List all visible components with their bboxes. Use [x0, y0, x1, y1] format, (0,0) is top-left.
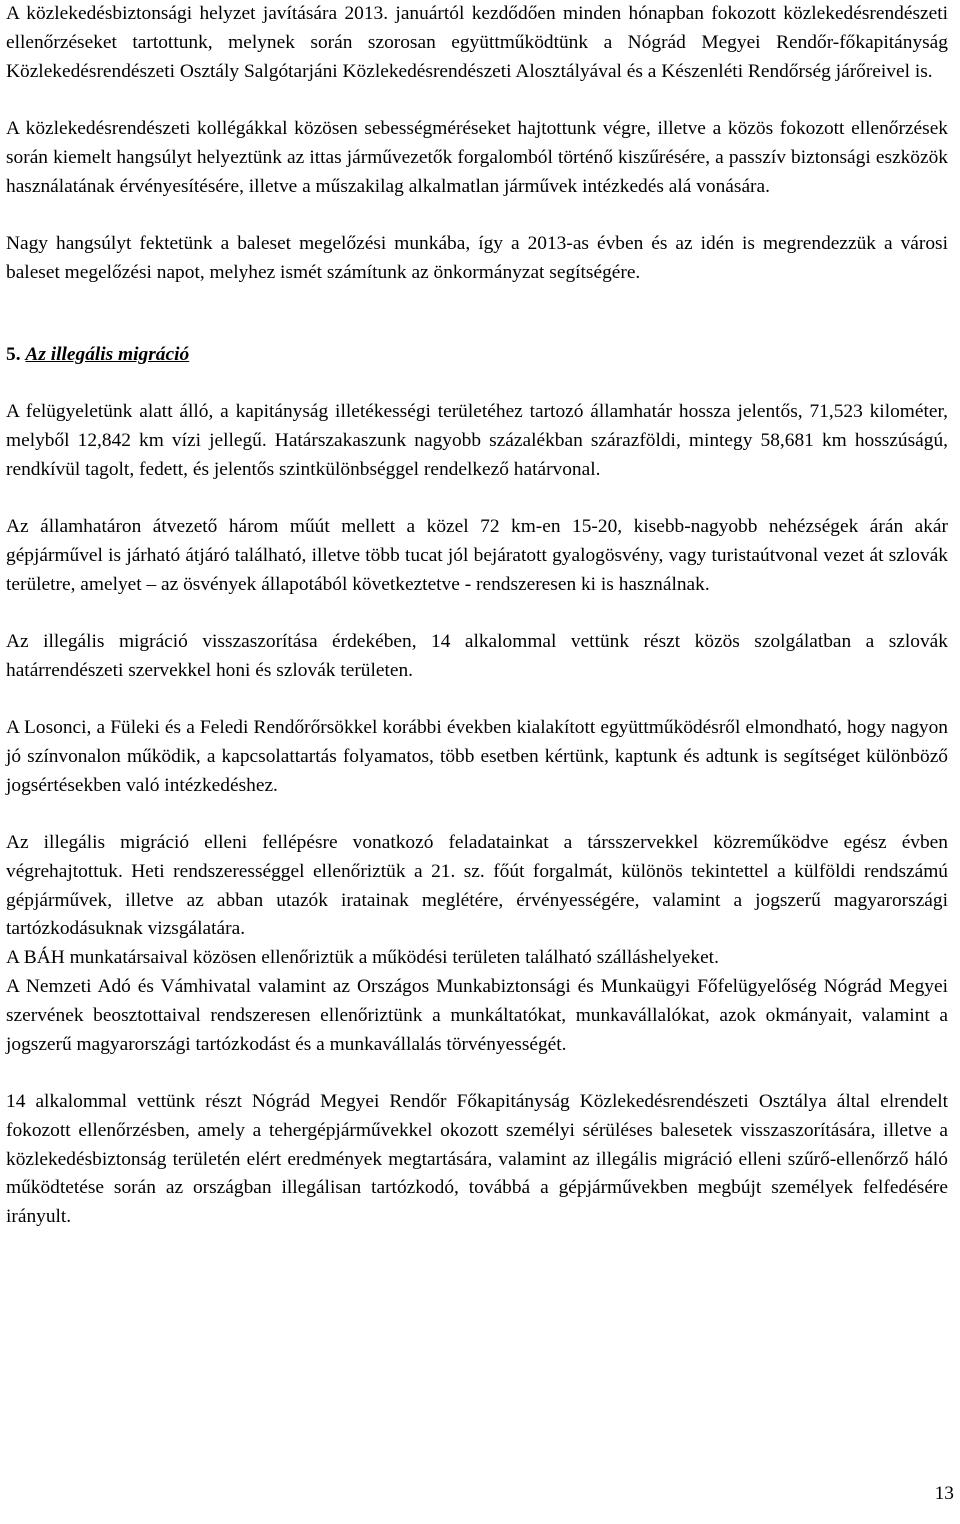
- paragraph-heightened-checks: 14 alkalommal vettünk részt Nógrád Megyei Rendőr Főkapitányság Közlekedésrendészeti Osztálya által elrendelt fokozott ellenőrzésben, amely a tehergépjárművekkel okozott személyi sérüléses balesetek visszaszorítására, illetve a közlekedésbiztonság területén elért eredmények megtartására, valamint az illegális migráció elleni szűrő-ellenőrző háló működtetése során az országban illegálisan tartózkodó, továbbá a gépjárművekben megbújt személyek felfedésére irányult.: [6, 1091, 948, 1228]
- paragraph-border-length: A felügyeletünk alatt álló, a kapitányság illetékességi területéhez tartozó államhatár hossza jelentős, 71,523 kilométer, melyből 12,842 km vízi jellegű. Határszakaszunk nagyobb százalékban szárazföldi, mintegy 58,681 km hosszúságú, rendkívül tagolt, fedett, és jelentős szintkülönbséggel rendelkező határvonal.: [6, 400, 948, 480]
- document-page: [6, 0, 948, 1232]
- paragraph-tax-labour-checks: A Nemzeti Adó és Vámhivatal valamint az Országos Munkabiztonsági és Munkaügyi Főfelügyelőség Nógrád Megyei szervének beosztottaival rendszeresen ellenőriztünk a munkáltatókat, munkavállalókat, azok okmányait, valamint a jogszerű magyarországi tartózkodást és a munkavállalás törvényességét.: [6, 976, 948, 1055]
- paragraph-bah-checks: A BÁH munkatársaival közösen ellenőriztük a működési területen található szálláshelyeket.: [6, 947, 719, 969]
- paragraph-migration-actions: Az illegális migráció elleni fellépésre vonatkozó feladatainkat a társszervekkel közreműködve egész évben végrehajtottuk. Heti rendszerességgel ellenőriztük a 21. sz. főút forgalmát, különös tekintettel a külföldi rendszámú gépjárművek, illetve az abban utazók iratainak meglétére, érvényességére, valamint a jogszerű magyarországi tartózkodásuknak vizsgálatára.: [6, 832, 948, 940]
- paragraph-border-crossings: Az államhatáron átvezető három műút mellett a közel 72 km-en 15-20, kisebb-nagyobb nehézségek árán akár gépjárművel is járható átjáró található, illetve több tucat jól bejáratott gyalogösvény, vagy turistaútvonal vezet át szlovák területre, amelyet – az ösvények állapotából következtetve - rendszeresen ki is használnak.: [6, 515, 948, 595]
- section-heading: [6, 341, 948, 370]
- paragraph-speed-checks: A közlekedésrendészeti kollégákkal közösen sebességméréseket hajtottunk végre, illetve a közös fokozott ellenőrzések során kiemelt hangsúlyt helyeztünk az ittas járművezetők forgalomból történő kiszűrésére, a passzív biztonsági eszközök használatának érvényesítésére, illetve a műszakilag alkalmatlan járművek intézkedés alá vonására.: [6, 117, 948, 197]
- paragraph-cooperation: A Losonci, a Füleki és a Feledi Rendőrőrsökkel korábbi években kialakított együttműködésről elmondható, hogy nagyon jó színvonalon működik, a kapcsolattartás folyamatos, több esetben kértünk, kaptunk és adtunk is segítséget különböző jogsértésekben való intézkedéshez.: [6, 717, 948, 796]
- section-title: Az illegális migráció: [25, 343, 190, 365]
- paragraph-traffic-safety: A közlekedésbiztonsági helyzet javítására 2013. januártól kezdődően minden hónapban fokozott közlekedésrendészeti ellenőrzéseket tartottunk, melynek során szorosan együttműködtünk a Nógrád Megyei Rendőr-főkapitányság Közlekedésrendészeti Osztály Salgótarjáni Közlekedésrendészeti Alosztályával és a Készenléti Rendőrség járőreivel is.: [6, 3, 948, 82]
- page-number: 13: [934, 1483, 954, 1504]
- section-number: 5.: [6, 343, 21, 365]
- paragraph-joint-service: Az illegális migráció visszaszorítása érdekében, 14 alkalommal vettünk részt közös szolgálatban a szlovák határrendészeti szervekkel honi és szlovák területen.: [6, 630, 948, 681]
- paragraph-accident-prevention: Nagy hangsúlyt fektetünk a baleset megelőzési munkába, így a 2013-as évben és az idén is megrendezzük a városi baleset megelőzési napot, melyhez ismét számítunk az önkormányzat segítségére.: [6, 232, 948, 283]
